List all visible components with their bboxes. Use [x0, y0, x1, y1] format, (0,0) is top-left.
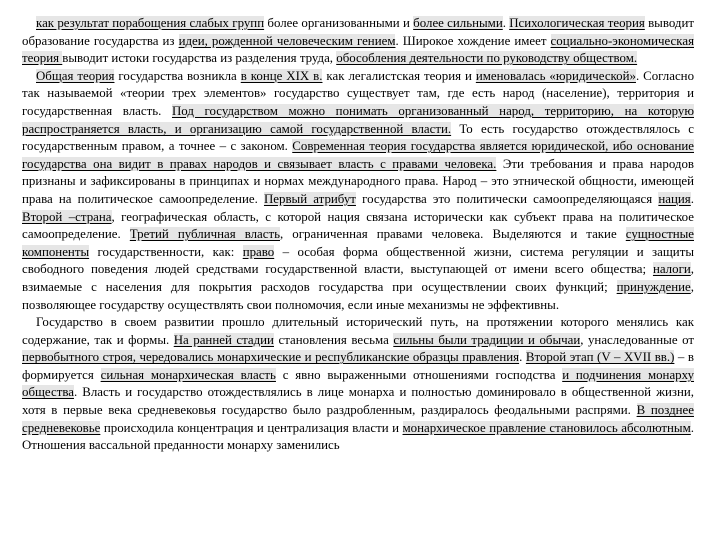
- text-run: государства это политически самоопределяющаяся: [355, 191, 659, 206]
- underlined-phrase: налоги: [652, 262, 691, 277]
- underlined-phrase: В позднее средневековье: [22, 403, 694, 435]
- text-run: становления весьма: [273, 332, 394, 347]
- text-run: , взимаемые с населения для покрытия расходов государства при осуществлении своих функций;: [22, 262, 694, 294]
- underlined-phrase: сильны были традиции и обычаи: [393, 332, 581, 347]
- underlined-phrase: Первый атрибут: [263, 191, 356, 206]
- text-run: с явно выраженными отношениями господства: [275, 367, 563, 382]
- text-run: .: [502, 16, 510, 30]
- text-run: . Отношения вассальной преданности монарху заменились: [22, 420, 694, 453]
- paragraph-theories: [22, 15, 694, 68]
- document-page: [22, 15, 694, 455]
- paragraph-historical-development: [22, 314, 694, 455]
- underlined-phrase: Второй этап (V – XVII вв.): [525, 350, 675, 365]
- text-run: . Широкое хождение имеет: [395, 33, 551, 48]
- text-run: . Власть и государство отождествлялись в лице монарха и полностью доминировало в общественной жизни, хотя в первые века средневековья государство было раздробленным, раздиралось феодальными распрями.: [22, 385, 694, 418]
- underlined-phrase: монархическое правление становилось абсолютным: [402, 420, 691, 435]
- text-run: , позволяющее государству осуществлять свои полномочия, если иные механизмы не эффективны.: [22, 279, 694, 312]
- underlined-phrase: первобытного строя, чередовались монархические и республиканские образцы правления: [22, 350, 520, 365]
- text-run: , географическая область, с которой нация связана исторически как субъект права на политическое самоопределение.: [22, 209, 695, 242]
- text-run: .: [690, 191, 694, 206]
- text-run: происходила концентрация и централизация власти и: [100, 420, 403, 435]
- text-run: более организованными и: [264, 16, 414, 30]
- underlined-phrase: Психологическая теория: [509, 16, 645, 30]
- text-run: – в формируется: [22, 350, 695, 382]
- underlined-phrase: принуждение: [616, 279, 691, 294]
- underlined-phrase: Под государством можно понимать организованный народ, территорию, на которую распространяется власть, и организацию самой государственной власти.: [22, 103, 694, 136]
- underlined-phrase: право: [242, 244, 275, 259]
- underlined-phrase: сущностные компоненты: [22, 227, 694, 259]
- text-run: выводит истоки государства из разделения труда,: [62, 51, 337, 66]
- underlined-phrase: Второй –страна: [22, 209, 112, 224]
- underlined-phrase: более сильными: [413, 16, 503, 30]
- underlined-phrase: и подчинения монарху общества: [22, 367, 695, 400]
- paragraph-general-theory: [22, 68, 694, 314]
- underlined-phrase: как результат порабощения слабых групп: [36, 16, 265, 30]
- text-run: как легалистская теория и: [322, 68, 476, 83]
- underlined-phrase: обособления деятельности по руководству обществом.: [336, 51, 638, 66]
- text-run: , ограниченная правами человека. Выделяются и такие: [280, 227, 626, 242]
- text-run: Государство в своем развитии прошло длительный исторический путь, на протяжении которого менялись как содержание, так и формы.: [22, 315, 694, 347]
- text-run: Эти требования и права народов признаны и зафиксированы в принципах и нормах международного права. Народ – это этнической общности, имеющей права на политическое самоопределение.: [22, 156, 695, 206]
- underlined-phrase: социально-экономическая теория: [22, 33, 694, 66]
- underlined-phrase: Современная теория государства является юридической, ибо основание государства она видит в правах народов и связывает власть с правами человека.: [22, 139, 694, 171]
- underlined-phrase: в конце XIX в.: [240, 68, 323, 83]
- text-run: . Согласно так называемой «теории трех элементов» государство существует там, где есть народ (население), территория и государственная власть.: [22, 68, 695, 118]
- underlined-phrase: На ранней стадии: [173, 332, 274, 347]
- underlined-phrase: сильная монархическая власть: [100, 367, 276, 382]
- text-run: То есть государство отождествлялось с государственным правом, а точнее – с законом.: [22, 121, 694, 154]
- text-run: государственности, как:: [89, 244, 243, 259]
- underlined-phrase: идеи, рожденной человеческим гением: [178, 33, 396, 48]
- underlined-phrase: Третий публичная власть: [129, 227, 280, 242]
- underlined-phrase: именовалась «юридической»: [475, 68, 636, 83]
- text-run: – особая форма общественной жизни, система регуляции и защиты свободного поведения людей средствами государственной власти, выступающей от имени всего общества;: [22, 244, 694, 277]
- underlined-phrase: Общая теория: [36, 68, 115, 83]
- text-run: , унаследованные от: [580, 332, 694, 347]
- text-run: выводит образование государства из: [22, 16, 694, 48]
- underlined-phrase: нация: [658, 191, 691, 206]
- text-run: .: [519, 350, 526, 365]
- text-run: государства возникла: [114, 68, 241, 83]
